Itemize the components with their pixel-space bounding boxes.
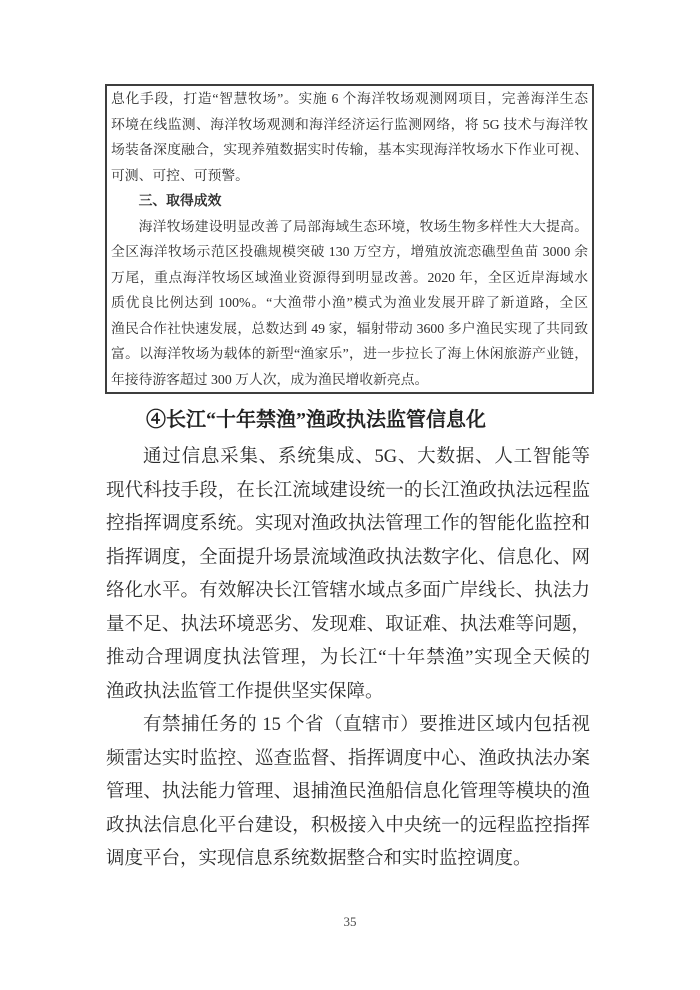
body-text-line: 渔政执法监管工作提供坚实保障。 <box>106 681 384 702</box>
page-number: 35 <box>343 914 357 929</box>
box-paragraph-achievements <box>111 214 588 393</box>
box-subheading-achievements: 三、取得成效 <box>138 193 222 208</box>
body-text-line: 量不足、执法环境恶劣、发现难、取证难、执法难等问题， <box>106 614 590 635</box>
body-paragraph <box>106 441 590 709</box>
box-paragraph-continuation <box>111 86 588 188</box>
body-text-line: 有禁捕任务的 15 个省（直辖市）要推进区域内包括视 <box>143 715 590 735</box>
main-body-text <box>106 441 590 877</box>
body-text-line: 指挥调度，全面提升场景流域渔政执法数字化、信息化、网 <box>106 547 590 568</box>
boxed-text-section <box>105 84 594 394</box>
body-paragraph <box>106 709 590 877</box>
body-text-line: 调度平台，实现信息系统数据整合和实时监控调度。 <box>106 849 532 869</box>
body-text-line: 通过信息采集、系统集成、5G、大数据、人工智能等 <box>143 447 590 467</box>
body-text-line: 政执法信息化平台建设，积极接入中央统一的远程监控指挥 <box>106 815 590 836</box>
box-text-line: 海洋牧场建设明显改善了局部海域生态环境，牧场生物多样性大大提高。 <box>138 218 588 234</box>
body-text-line: 管理、执法能力管理、退捕渔民渔船信息化管理等模块的渔 <box>106 782 590 802</box>
body-text-line: 络化水平。有效解决长江管辖水域点多面广岸线长、执法力 <box>106 581 590 601</box>
box-text-line: 可测、可控、可预警。 <box>111 167 249 183</box>
body-text-line: 控指挥调度系统。实现对渔政执法管理工作的智能化监控和 <box>106 514 590 534</box>
box-text-line: 全区海洋牧场示范区投礁规模突破 130 万空方，增殖放流恋礁型鱼苗 3000 余 <box>111 244 588 259</box>
section-heading-yangtze-fishing-ban: ④长江“十年禁渔”渔政执法监管信息化 <box>146 409 486 431</box>
box-text-line: 渔民合作社快速发展，总数达到 49 家，辐射带动 3600 多户渔民实现了共同致 <box>111 320 588 336</box>
box-text-line: 场装备深度融合，实现养殖数据实时传输，基本实现海洋牧场水下作业可视、 <box>111 142 588 157</box>
box-text-line: 环境在线监测、海洋牧场观测和海洋经济运行监测网络，将 5G 技术与海洋牧 <box>111 116 588 132</box>
box-text-line: 富。以海洋牧场为载体的新型“渔家乐”，进一步拉长了海上休闲旅游产业链， <box>111 346 588 361</box>
body-text-line: 频雷达实时监控、巡查监督、指挥调度中心、渔政执法办案 <box>106 748 590 769</box>
box-text-line: 万尾，重点海洋牧场区域渔业资源得到明显改善。2020 年，全区近岸海域水 <box>111 269 588 285</box>
box-text-line: 年接待游客超过 300 万人次，成为渔民增收新亮点。 <box>111 371 429 387</box>
box-text-line: 息化手段，打造“智慧牧场”。实施 6 个海洋牧场观测网项目，完善海洋生态 <box>111 91 588 106</box>
box-text-line: 质优良比例达到 100%。“大渔带小渔”模式为渔业发展开辟了新道路，全区 <box>111 295 588 310</box>
body-text-line: 现代科技手段，在长江流域建设统一的长江渔政执法远程监 <box>106 480 590 501</box>
body-text-line: 推动合理调度执法管理，为长江“十年禁渔”实现全天候的 <box>106 648 590 668</box>
